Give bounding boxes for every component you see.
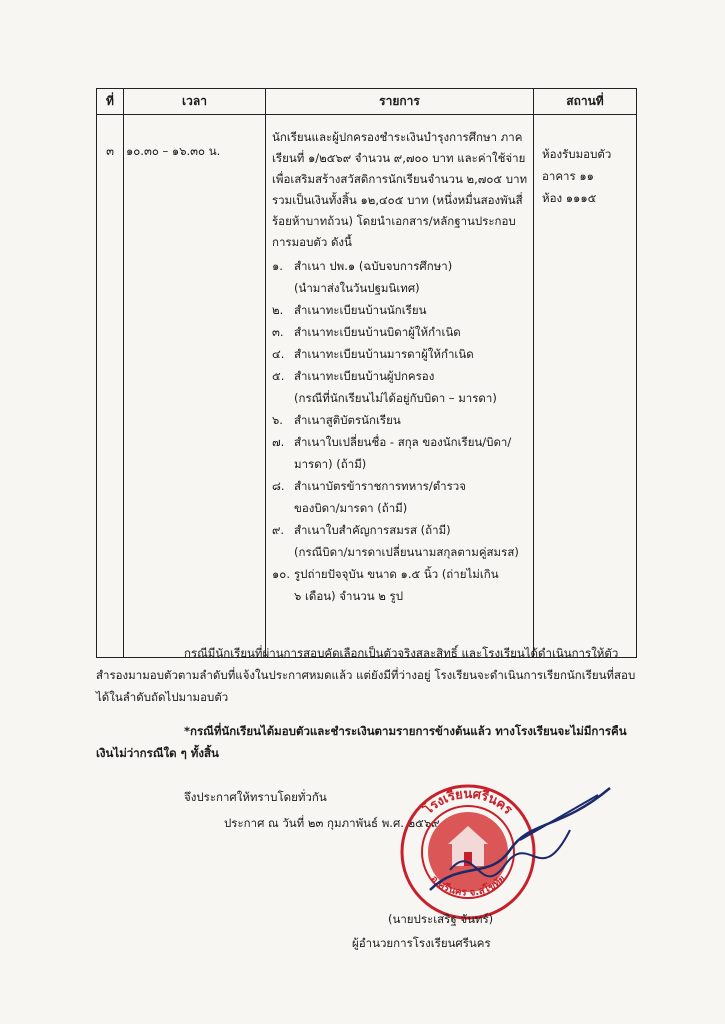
list-item (272, 409, 529, 431)
list-item-number (272, 277, 294, 299)
seal-text-top: โรงเรียนศรีนคร (421, 786, 515, 818)
row-items (266, 115, 534, 658)
list-item (272, 365, 529, 387)
list-item (272, 519, 529, 541)
place-line: ห้องรับมอบตัว (542, 147, 612, 161)
list-item-text: มารดา) (ถ้ามี) (294, 457, 367, 471)
header-place: สถานที่ (534, 89, 637, 115)
list-item (272, 343, 529, 365)
list-item-number: ๗. (272, 435, 285, 449)
list-item-number (272, 585, 294, 607)
list-item (272, 563, 529, 585)
list-item-number: ๒. (272, 303, 284, 317)
list-item-number (272, 387, 294, 409)
list-item (272, 541, 529, 563)
list-item (272, 475, 529, 497)
document-list (272, 255, 529, 607)
place-line: ห้อง ๑๑๑๕ (542, 191, 597, 205)
list-item (272, 255, 529, 277)
list-item (272, 497, 529, 519)
list-item (272, 431, 529, 453)
list-item-number: ๔. (272, 347, 285, 361)
signature-scribble-icon (420, 770, 620, 930)
list-item (272, 453, 529, 475)
list-item-text: สำเนาบัตรข้าราชการทหาร/ตำรวจ (294, 479, 466, 493)
list-item-number: ๘. (272, 479, 285, 493)
list-item (272, 387, 529, 409)
list-item-text: สำเนาทะเบียนบ้านนักเรียน (294, 303, 427, 317)
list-item-number: ๑๐. (272, 567, 290, 581)
list-item-number (272, 453, 294, 475)
announcement-date: ประกาศ ณ วันที่ ๒๓ กุมภาพันธ์ พ.ศ. ๒๕๖๙ (224, 816, 440, 830)
list-item (272, 321, 529, 343)
table-row (97, 115, 637, 658)
list-item-text: สำเนาทะเบียนบ้านบิดาผู้ให้กำเนิด (294, 325, 461, 339)
header-no: ที่ (97, 89, 124, 115)
table-header-row (97, 89, 637, 115)
row-place (534, 115, 637, 658)
list-item-number: ๙. (272, 523, 285, 537)
signer-name: (นายประเสริฐ จันทร์) (388, 912, 494, 926)
list-item-number: ๖. (272, 413, 283, 427)
list-item-text: สำเนาทะเบียนบ้านผู้ปกครอง (294, 369, 435, 383)
list-item-text: รูปถ่ายปัจจุบัน ขนาด ๑.๕ นิ้ว (ถ่ายไม่เกิน (294, 567, 499, 581)
item-intro: นักเรียนและผู้ปกครองชำระเงินบำรุงการศึกษา ภาคเรียนที่ ๑/๒๕๖๙ จำนวน ๙,๗๐๐ บาท และค่าใช้จ่ายเพื่อเสริมสร้างสวัสดิการนักเรียนจำนวน ๒,๗๐๕ บาท รวมเป็นเงินทั้งสิ้น ๑๒,๔๐๕ บาท (หนึ่งหมื่นสองพันสี่ร้อยห้าบาทถ้วน) โดยนำเอกสาร/หลักฐานประกอบการมอบตัว ดังนี้ (272, 130, 528, 249)
list-item-text: (กรณีบิดา/มารดาเปลี่ยนนามสกุลตามคู่สมรส) (294, 545, 519, 559)
row-number: ๓ (97, 115, 124, 658)
list-item-text: สำเนาสูติบัตรนักเรียน (294, 413, 401, 427)
list-item-text: ๖ เดือน) จำนวน ๒ รูป (294, 589, 404, 603)
paragraph-reserve-notice: กรณีมีนักเรียนที่ผ่านการสอบคัดเลือกเป็นตัวจริงสละสิทธิ์ และโรงเรียนได้ดำเนินการให้ตัวสำรองมามอบตัวตามลำดับที่แจ้งในประกาศหมดแล้ว แต่ยังมีที่ว่างอยู่ โรงเรียนจะดำเนินการเรียกนักเรียนที่สอบได้ในลำดับถัดไปมามอบตัว (96, 646, 636, 704)
list-item-text: สำเนาใบสำคัญการสมรส (ถ้ามี) (294, 523, 451, 537)
list-item (272, 277, 529, 299)
list-item (272, 299, 529, 321)
list-item (272, 585, 529, 607)
schedule-table (96, 88, 637, 658)
list-item-text: (นำมาส่งในวันปฐมนิเทศ) (294, 281, 420, 295)
list-item-number: ๓. (272, 325, 284, 339)
seal-text-bottom: อ.ศรีนคร จ.สุโขทัย (428, 873, 508, 899)
list-item-text: สำเนา ปพ.๑ (ฉบับจบการศึกษา) (294, 259, 453, 273)
list-item-number (272, 541, 294, 563)
paragraph-announce: จึงประกาศให้ทราบโดยทั่วกัน (184, 790, 327, 804)
list-item-number (272, 497, 294, 519)
list-item-text: (กรณีที่นักเรียนไม่ได้อยู่กับบิดา – มารดา) (294, 391, 497, 405)
list-item-number: ๕. (272, 369, 285, 383)
list-item-text: สำเนาใบเปลี่ยนชื่อ - สกุล ของนักเรียน/บิดา/ (294, 435, 512, 449)
row-time: ๑๐.๓๐ – ๑๖.๓๐ น. (124, 115, 266, 658)
list-item-number: ๑. (272, 259, 283, 273)
header-item: รายการ (266, 89, 534, 115)
paragraph-no-refund: *กรณีที่นักเรียนได้มอบตัวและชำระเงินตามรายการข้างต้นแล้ว ทางโรงเรียนจะไม่มีการคืนเงินไม่ว่ากรณีใด ๆ ทั้งสิ้น (96, 724, 627, 760)
header-time: เวลา (124, 89, 266, 115)
list-item-text: ของบิดา/มารดา (ถ้ามี) (294, 501, 408, 515)
signer-title: ผู้อำนวยการโรงเรียนศรีนคร (352, 936, 491, 950)
place-line: อาคาร ๑๑ (542, 169, 594, 183)
list-item-text: สำเนาทะเบียนบ้านมารดาผู้ให้กำเนิด (294, 347, 474, 361)
